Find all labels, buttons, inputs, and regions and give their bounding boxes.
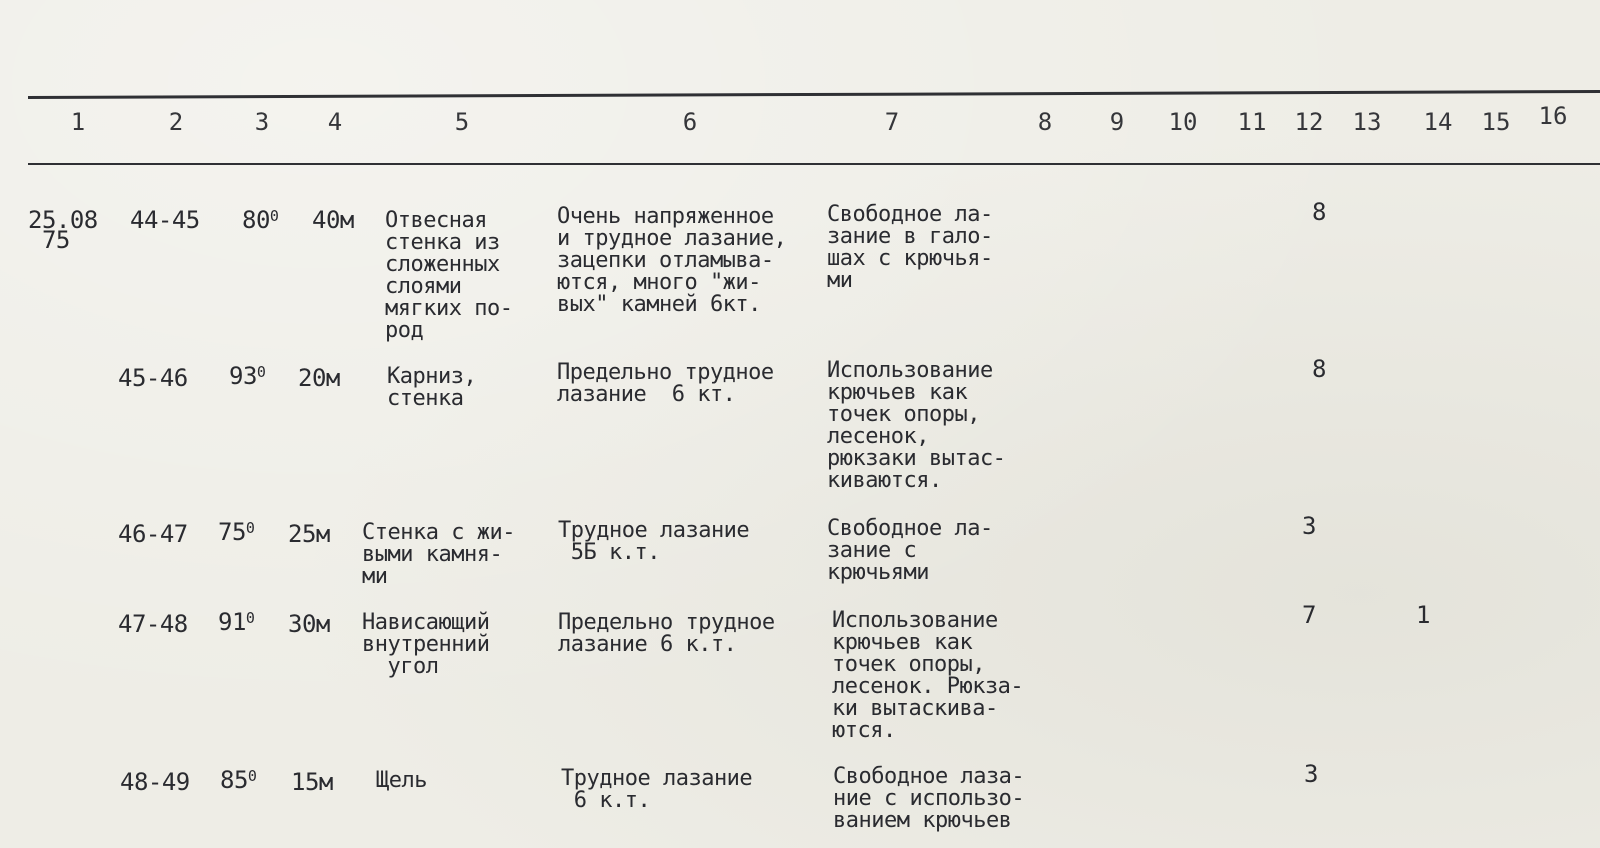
column-header-9: 9 — [1109, 108, 1125, 136]
cell-technique: Свободное ла- зание в гало- шах с крючья- ми — [827, 202, 993, 293]
cell-length: 30м — [288, 610, 330, 638]
column-header-8: 8 — [1037, 108, 1053, 136]
column-header-1: 1 — [70, 108, 86, 136]
cell-difficulty: Предельно трудное лазание 6 к.т. — [558, 610, 775, 657]
cell-section: 44-45 — [130, 206, 200, 234]
column-header-6: 6 — [682, 108, 698, 136]
column-header-2: 2 — [168, 108, 184, 136]
column-header-13: 13 — [1352, 108, 1382, 136]
cell-col12: 7 — [1302, 601, 1316, 629]
cell-relief: Нависающий внутренний угол — [362, 610, 490, 679]
column-header-7: 7 — [884, 108, 900, 136]
cell-length: 25м — [288, 520, 330, 548]
column-header-14: 14 — [1423, 108, 1453, 136]
degree-mark: 0 — [245, 609, 255, 627]
cell-section: 48-49 — [120, 768, 190, 796]
cell-col12: 3 — [1302, 512, 1316, 540]
cell-col12: 8 — [1312, 198, 1326, 226]
cell-steepness: $93^0$ — [229, 362, 266, 390]
cell-col12: 3 — [1304, 760, 1318, 788]
cell-relief: Карниз, стенка — [387, 364, 477, 411]
degree-mark: 0 — [269, 207, 279, 225]
column-header-4: 4 — [327, 108, 343, 136]
cell-technique: Свободное лаза- ние с использо- ванием крючьев — [833, 764, 1025, 833]
column-header-11: 11 — [1237, 108, 1267, 136]
cell-difficulty: Предельно трудное лазание 6 кт. — [557, 360, 774, 407]
cell-difficulty: Трудное лазание 6 к.т. — [561, 766, 753, 813]
cell-relief: Отвесная стенка из сложенных слоями мягких по- род — [385, 208, 513, 343]
column-header-10: 10 — [1168, 108, 1198, 136]
cell-difficulty: Трудное лазание 5Б к.т. — [558, 518, 750, 565]
cell-steepness: $75^0$ — [218, 518, 255, 546]
column-header-12: 12 — [1294, 108, 1324, 136]
cell-technique: Свободное ла- зание с крючьями — [827, 516, 993, 585]
table-top-rule — [28, 90, 1600, 99]
cell-technique: Использование крючьев как точек опоры, лесенок, рюкзаки вытас- киваются. — [827, 358, 1006, 493]
cell-date: 25.08 75 — [28, 206, 98, 254]
cell-relief: Щель — [376, 768, 427, 793]
degree-mark: 0 — [256, 363, 266, 381]
degree-mark: 0 — [247, 767, 257, 785]
cell-relief: Стенка с жи- выми камня- ми — [362, 520, 515, 589]
cell-section: 46-47 — [118, 520, 188, 548]
column-header-3: 3 — [254, 108, 270, 136]
column-header-5: 5 — [454, 108, 470, 136]
cell-steepness: $80^0$ — [242, 206, 279, 234]
cell-col12: 8 — [1312, 355, 1326, 383]
column-header-16: 16 — [1538, 102, 1568, 130]
cell-length: 15м — [291, 768, 333, 796]
cell-section: 45-46 — [118, 364, 188, 392]
cell-steepness: $91^0$ — [218, 608, 255, 636]
cell-length: 20м — [298, 364, 340, 392]
degree-mark: 0 — [245, 519, 255, 537]
cell-section: 47-48 — [118, 610, 188, 638]
column-header-15: 15 — [1481, 108, 1511, 136]
cell-steepness: $85^0$ — [220, 766, 257, 794]
table-header-rule — [28, 163, 1600, 165]
cell-difficulty: Очень напряженное и трудное лазание, зацепки отламыва- ются, много "жи- вых" камней 6кт. — [557, 204, 787, 317]
cell-length: 40м — [312, 206, 354, 234]
cell-col14: 1 — [1416, 601, 1430, 629]
cell-technique: Использование крючьев как точек опоры, лесенок. Рюкза- ки вытаскива- ются. — [832, 608, 1024, 743]
